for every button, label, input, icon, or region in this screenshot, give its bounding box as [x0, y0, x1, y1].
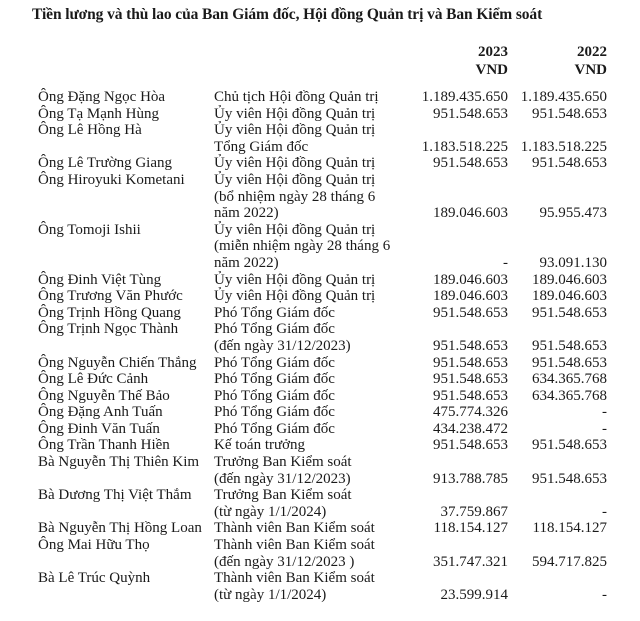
value-2023: -: [503, 254, 508, 271]
column-unit: VND: [574, 62, 607, 78]
value-2022: 951.548.653: [532, 337, 607, 354]
value-2022: 1.183.518.225: [520, 138, 607, 155]
table-row: [0, 421, 640, 438]
person-name: Bà Nguyễn Thị Hồng Loan: [38, 520, 202, 537]
table-row: [0, 454, 640, 487]
person-role: [214, 305, 414, 322]
person-name: Ông Trần Thanh Hiền: [38, 437, 170, 454]
table-row: [0, 388, 640, 405]
remuneration-table: [0, 89, 640, 603]
value-2023: 23.599.914: [440, 586, 508, 603]
value-2022: 951.548.653: [532, 155, 607, 172]
person-name: Bà Lê Trúc Quỳnh: [38, 570, 151, 587]
value-2022: 189.046.603: [532, 271, 607, 288]
value-2023: 951.548.653: [433, 354, 508, 371]
person-name: Ông Trương Văn Phước: [38, 288, 183, 305]
value-2022: 951.548.653: [532, 105, 607, 122]
person-role: [214, 222, 414, 272]
value-2022: -: [602, 420, 607, 437]
table-row: [0, 355, 640, 372]
table-row: [0, 371, 640, 388]
value-2022: 634.365.768: [532, 371, 607, 388]
role-line: Phó Tổng Giám đốc: [214, 404, 335, 421]
person-name: Ông Tạ Mạnh Hùng: [38, 105, 159, 122]
table-row: [0, 437, 640, 454]
person-role: [214, 321, 414, 354]
value-2023: 434.238.472: [433, 420, 508, 437]
person-name: Ông Lê Hồng Hà: [38, 122, 142, 139]
value-2023: 951.548.653: [433, 155, 508, 172]
role-line: Ủy viên Hội đồng Quản trị: [214, 155, 376, 172]
table-row: [0, 404, 640, 421]
column-year: 2023: [478, 44, 508, 60]
table-row: [0, 487, 640, 520]
value-2022: 189.046.603: [532, 288, 607, 305]
role-line: (miễn nhiệm ngày 28 tháng 6: [214, 238, 391, 255]
person-name: Bà Dương Thị Việt Thắm: [38, 487, 192, 504]
person-role: [214, 388, 414, 405]
table-row: [0, 155, 640, 172]
table-row: [0, 172, 640, 222]
person-role: [214, 172, 414, 222]
person-role: [214, 537, 414, 570]
person-name: Ông Nguyễn Chiến Thắng: [38, 354, 197, 371]
table-row: [0, 520, 640, 537]
table-row: [0, 222, 640, 272]
person-role: [214, 454, 414, 487]
person-role: [214, 89, 414, 106]
value-2022: 951.548.653: [532, 470, 607, 487]
value-2023: 189.046.603: [433, 288, 508, 305]
role-line: Thành viên Ban Kiểm soát: [214, 520, 375, 537]
person-name: Ông Đinh Văn Tuấn: [38, 420, 160, 437]
table-row: [0, 321, 640, 354]
person-name: Ông Lê Trường Giang: [38, 155, 172, 172]
value-2022: 93.091.130: [539, 254, 607, 271]
value-2023: 1.183.518.225: [421, 138, 508, 155]
role-line: (đến ngày 31/12/2023 ): [214, 553, 355, 570]
value-2023: 475.774.326: [433, 404, 508, 421]
role-line: Kế toán trưởng: [214, 437, 306, 454]
person-name: Ông Đặng Anh Tuấn: [38, 404, 163, 421]
table-row: [0, 288, 640, 305]
value-2023: 951.548.653: [433, 437, 508, 454]
role-line: Tổng Giám đốc: [214, 138, 309, 155]
person-name: Ông Trịnh Hồng Quang: [38, 304, 181, 321]
table-row: [0, 89, 640, 106]
value-2022: 594.717.825: [532, 553, 607, 570]
value-2022: -: [602, 586, 607, 603]
role-line: (đến ngày 31/12/2023): [214, 470, 351, 487]
role-line: Ủy viên Hội đồng Quản trị: [214, 105, 376, 122]
value-2022: -: [602, 503, 607, 520]
person-role: [214, 570, 414, 603]
role-line: (từ ngày 1/1/2024): [214, 586, 327, 603]
role-line: Phó Tổng Giám đốc: [214, 371, 335, 388]
value-2023: 951.548.653: [433, 304, 508, 321]
value-2023: 118.154.127: [433, 520, 508, 537]
role-line: năm 2022): [214, 254, 279, 271]
value-2023: 189.046.603: [433, 271, 508, 288]
document-title: Tiền lương và thù lao của Ban Giám đốc, Hội đồng Quản trị và Ban Kiểm soát: [32, 6, 543, 23]
role-line: Trưởng Ban Kiểm soát: [214, 487, 352, 504]
role-line: Phó Tổng Giám đốc: [214, 420, 335, 437]
role-line: (đến ngày 31/12/2023): [214, 337, 351, 354]
person-role: [214, 437, 414, 454]
value-2023: 913.788.785: [433, 470, 508, 487]
role-line: Phó Tổng Giám đốc: [214, 354, 335, 371]
person-name: Ông Lê Đức Cảnh: [38, 371, 149, 388]
person-name: Ông Hiroyuki Kometani: [38, 171, 185, 188]
person-name: Ông Đặng Ngọc Hòa: [38, 89, 166, 105]
person-role: [214, 520, 414, 537]
value-2022: 634.365.768: [532, 387, 607, 404]
role-line: Phó Tổng Giám đốc: [214, 321, 335, 338]
person-name: Bà Nguyễn Thị Thiên Kim: [38, 454, 200, 471]
value-2023: 951.548.653: [433, 337, 508, 354]
table-row: [0, 305, 640, 322]
role-line: năm 2022): [214, 205, 279, 222]
role-line: Ủy viên Hội đồng Quản trị: [214, 171, 376, 188]
role-line: Thành viên Ban Kiểm soát: [214, 570, 375, 587]
person-name: Ông Mai Hữu Thọ: [38, 537, 150, 554]
role-line: Chủ tịch Hội đồng Quản trị: [214, 89, 379, 105]
column-year: 2022: [577, 44, 607, 60]
person-role: [214, 272, 414, 289]
role-line: Trưởng Ban Kiểm soát: [214, 454, 352, 471]
role-line: Phó Tổng Giám đốc: [214, 304, 335, 321]
person-name: Ông Tomoji Ishii: [38, 221, 141, 238]
value-2022: 951.548.653: [532, 437, 607, 454]
person-name: Ông Nguyễn Thế Bảo: [38, 387, 170, 404]
person-role: [214, 355, 414, 372]
value-2022: 951.548.653: [532, 304, 607, 321]
role-line: Thành viên Ban Kiểm soát: [214, 537, 375, 554]
person-name: Ông Đinh Việt Tùng: [38, 271, 162, 288]
person-role: [214, 404, 414, 421]
person-role: [214, 288, 414, 305]
value-2022: 1.189.435.650: [520, 89, 607, 105]
value-2023: 951.548.653: [433, 105, 508, 122]
column-header-2022: [527, 43, 607, 79]
person-role: [214, 371, 414, 388]
person-role: [214, 106, 414, 123]
value-2022: 95.955.473: [539, 205, 607, 222]
table-row: [0, 570, 640, 603]
role-line: Phó Tổng Giám đốc: [214, 387, 335, 404]
value-2023: 37.759.867: [440, 503, 508, 520]
column-unit: VND: [475, 62, 508, 78]
role-line: (từ ngày 1/1/2024): [214, 503, 327, 520]
person-role: [214, 487, 414, 520]
table-row: [0, 106, 640, 123]
table-row: [0, 122, 640, 155]
table-row: [0, 272, 640, 289]
value-2023: 351.747.321: [433, 553, 508, 570]
role-line: Ủy viên Hội đồng Quản trị: [214, 122, 376, 139]
value-2023: 1.189.435.650: [421, 89, 508, 105]
role-line: Ủy viên Hội đồng Quản trị: [214, 271, 376, 288]
person-role: [214, 155, 414, 172]
column-header-2023: [428, 43, 508, 79]
role-line: Ủy viên Hội đồng Quản trị: [214, 221, 376, 238]
role-line: (bổ nhiệm ngày 28 tháng 6: [214, 188, 376, 205]
value-2022: 118.154.127: [532, 520, 607, 537]
table-row: [0, 537, 640, 570]
value-2023: 189.046.603: [433, 205, 508, 222]
value-2023: 951.548.653: [433, 371, 508, 388]
value-2022: -: [602, 404, 607, 421]
person-role: [214, 421, 414, 438]
role-line: Ủy viên Hội đồng Quản trị: [214, 288, 376, 305]
value-2023: 951.548.653: [433, 387, 508, 404]
person-role: [214, 122, 414, 155]
person-name: Ông Trịnh Ngọc Thành: [38, 321, 179, 338]
value-2022: 951.548.653: [532, 354, 607, 371]
